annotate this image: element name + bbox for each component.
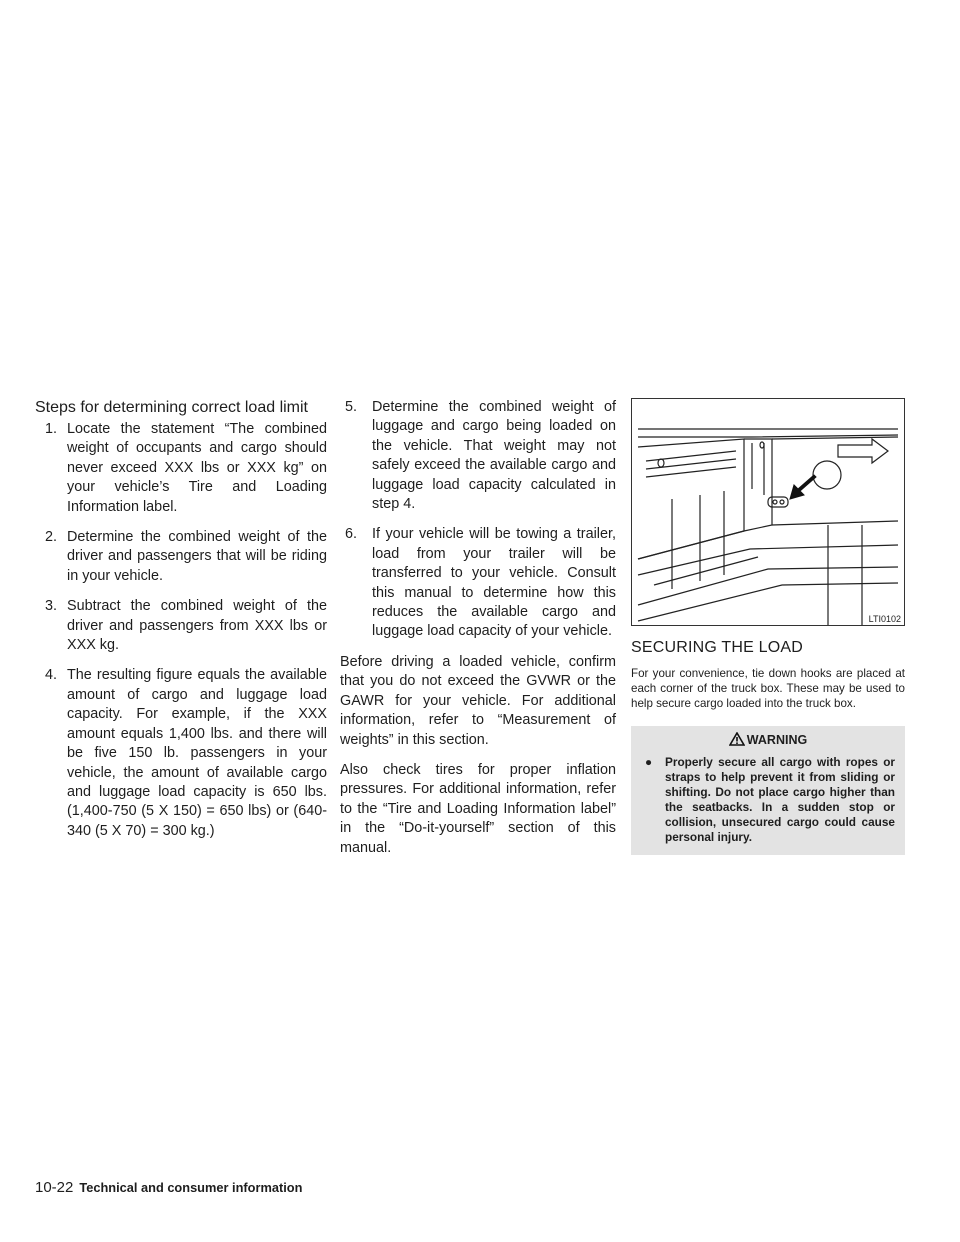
step-text: Locate the statement “The combined weight of occupants and cargo should never exceed XXX lbs or XXX kg” on your vehicle’s Tire and Loading Information label. — [67, 421, 327, 515]
page-number: 10-22 — [35, 1179, 74, 1196]
step-number: 4. — [45, 667, 58, 684]
step-number: 6. — [345, 526, 358, 543]
paragraph-tie-down-hooks: For your convenience, tie down hooks are placed at each corner of the truck box. These may be used to help secure cargo loaded into the truck box. — [631, 667, 905, 711]
paragraph-tire-inflation: Also check tires for proper inflation pressures. For additional information, refer to the “Tire and Loading Information label” in the “Do-it-yourself” section of this manual. — [340, 761, 616, 856]
step-item — [340, 525, 616, 641]
left-column — [35, 398, 327, 852]
footer-section-title: Technical and consumer information — [79, 1180, 303, 1195]
step-item — [35, 666, 327, 841]
warning-box — [631, 726, 905, 855]
subheading-load-limit: Steps for determining correct load limit — [35, 399, 308, 416]
tie-down-hook-diagram — [632, 399, 904, 625]
step-text: Subtract the combined weight of the driver and passengers from XXX lbs or XXX kg. — [67, 598, 327, 654]
step-number: 5. — [345, 399, 358, 415]
step-number: 1. — [45, 421, 58, 437]
warning-title — [641, 732, 895, 749]
page-footer — [35, 1179, 302, 1196]
step-item — [35, 420, 327, 517]
step-item — [35, 528, 327, 586]
warning-triangle-icon — [729, 732, 745, 749]
step-number: 2. — [45, 529, 58, 546]
step-text: The resulting figure equals the available amount of cargo and luggage load capacity. For example, if the XXX amount equals 1,400 lbs. and there will be five 150 lb. passengers in your vehicle, the amount of available cargo and luggage load capacity is 650 lbs. (1,400-750 (5 X 150) = 650 lbs) or (640-340 (5 X 70) = 300 kg.) — [67, 667, 327, 839]
step-text: Determine the combined weight of the driver and passengers that will be riding in your vehicle. — [67, 529, 327, 584]
section-heading-securing-load: SECURING THE LOAD — [631, 639, 804, 656]
warning-label: WARNING — [746, 732, 808, 747]
step-number: 3. — [45, 598, 58, 615]
warning-item — [641, 755, 895, 845]
step-text: Determine the combined weight of luggage and cargo being loaded on the vehicle. That weight may not safely exceed the available cargo and luggage load capacity calculated in step 4. — [372, 399, 616, 513]
step-text: If your vehicle will be towing a trailer, load from your trailer will be transferred to your vehicle. Consult this manual to determine how this reduces the available cargo and luggage load capacity of your vehicle. — [372, 526, 616, 640]
paragraph-gvwr: Before driving a loaded vehicle, confirm that you do not exceed the GVWR or the GAWR for your vehicle. For additional information, refer to “Measurement of weights” in this section. — [340, 653, 616, 748]
step-item — [340, 398, 616, 514]
middle-column — [340, 398, 616, 869]
warning-text: Properly secure all cargo with ropes or straps to help prevent it from sliding or shifting. Do not place cargo higher than the seatbacks. In a sudden stop or collision, unsecured cargo could cause personal injury. — [665, 754, 895, 844]
right-column — [631, 398, 905, 855]
step-item — [35, 597, 327, 655]
bullet-icon: ● — [645, 754, 653, 769]
figure-code: LTI0102 — [868, 614, 901, 624]
truck-box-illustration — [631, 398, 905, 626]
